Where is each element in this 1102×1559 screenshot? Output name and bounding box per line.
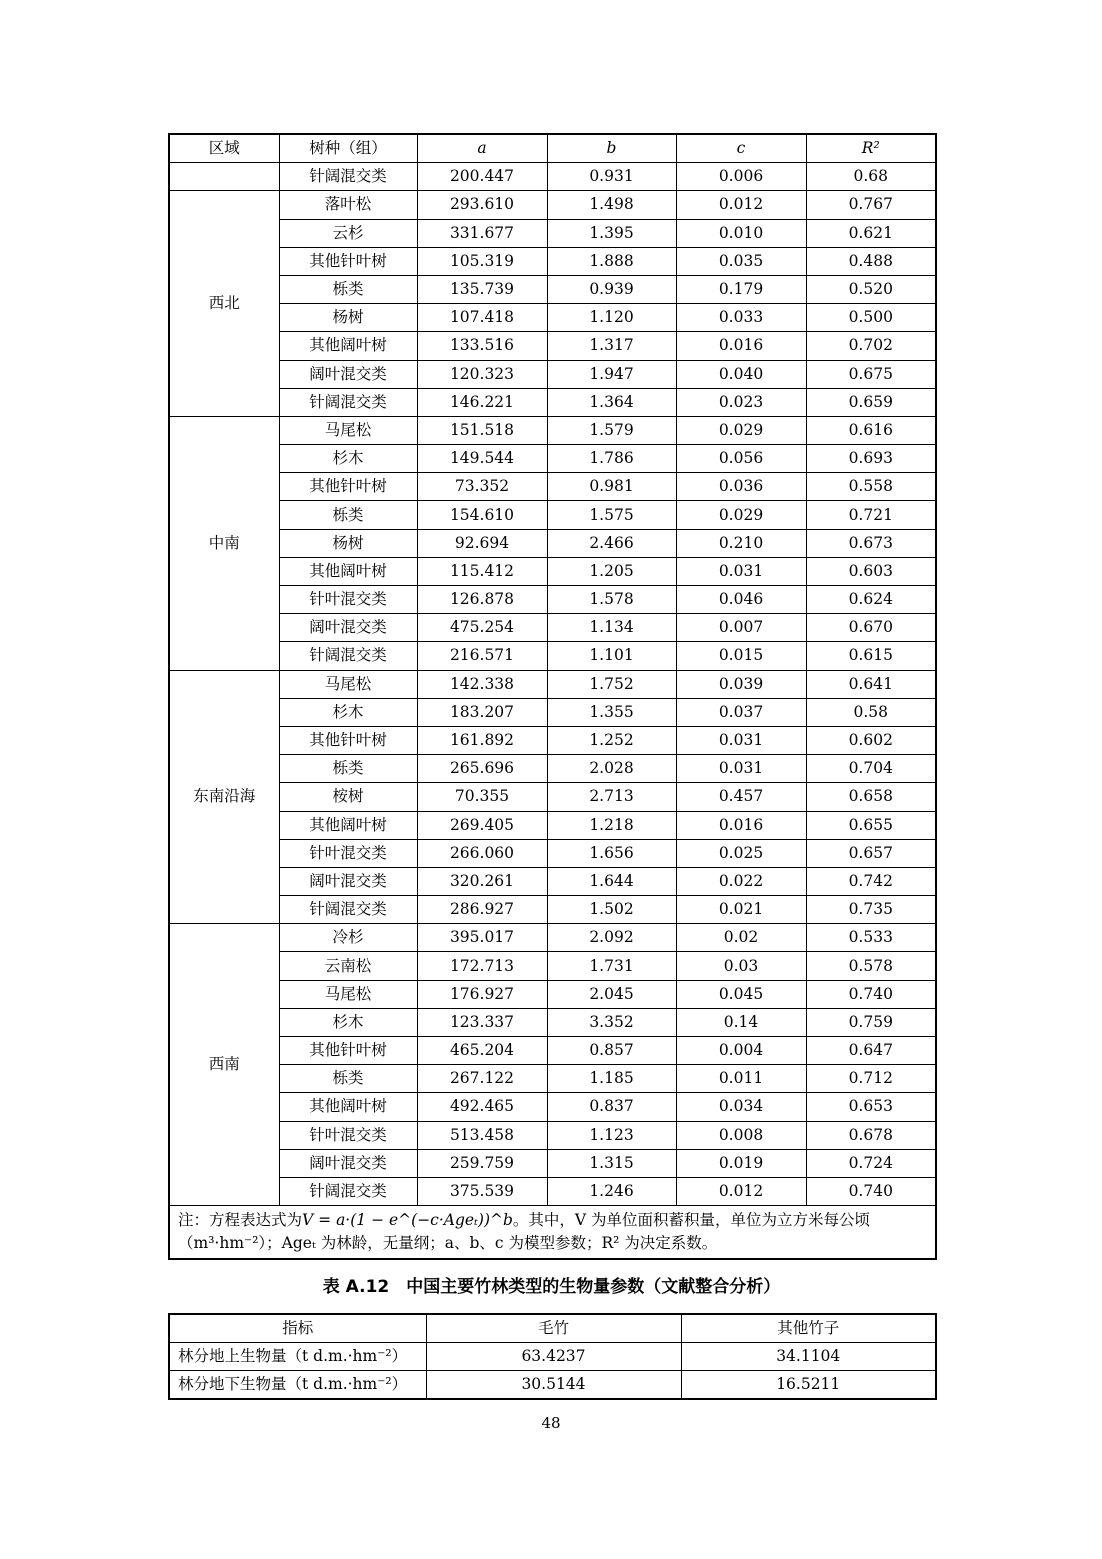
param-b-cell: 1.656 (547, 839, 676, 867)
region-cell: 西南 (169, 924, 279, 1206)
param-b-cell: 0.981 (547, 473, 676, 501)
species-cell: 其他阔叶树 (279, 332, 417, 360)
param-c-cell: 0.03 (676, 952, 806, 980)
header-species: 树种（组） (279, 134, 417, 163)
param-c-cell: 0.037 (676, 698, 806, 726)
param-a-cell: 286.927 (417, 896, 547, 924)
table-row (169, 896, 936, 924)
table-row (169, 416, 936, 444)
table-row (169, 1177, 936, 1205)
header-moso-bamboo: 毛竹 (426, 1314, 681, 1343)
species-cell: 针阔混交类 (279, 163, 417, 191)
param-a-cell: 320.261 (417, 867, 547, 895)
species-cell: 针叶混交类 (279, 839, 417, 867)
table-row (169, 1065, 936, 1093)
table-row (169, 501, 936, 529)
param-a-cell: 200.447 (417, 163, 547, 191)
param-b-cell: 1.205 (547, 557, 676, 585)
param-a-cell: 133.516 (417, 332, 547, 360)
table-row (169, 670, 936, 698)
table-row (169, 698, 936, 726)
param-b-cell: 1.120 (547, 304, 676, 332)
param-b-cell: 1.498 (547, 191, 676, 219)
r2-cell: 0.58 (806, 698, 936, 726)
param-b-cell: 0.857 (547, 1037, 676, 1065)
species-cell: 阔叶混交类 (279, 867, 417, 895)
species-cell: 杉木 (279, 1008, 417, 1036)
param-b-cell: 1.252 (547, 726, 676, 754)
header-r2: R² (806, 134, 936, 163)
param-a-cell: 115.412 (417, 557, 547, 585)
r2-cell: 0.603 (806, 557, 936, 585)
cell-value: 16.5211 (681, 1371, 936, 1400)
param-c-cell: 0.006 (676, 163, 806, 191)
r2-cell: 0.621 (806, 219, 936, 247)
param-c-cell: 0.179 (676, 275, 806, 303)
species-cell: 其他针叶树 (279, 726, 417, 754)
param-b-cell: 1.123 (547, 1121, 676, 1149)
param-c-cell: 0.025 (676, 839, 806, 867)
header-b: b (547, 134, 676, 163)
species-cell: 马尾松 (279, 670, 417, 698)
r2-cell: 0.767 (806, 191, 936, 219)
param-b-cell: 1.752 (547, 670, 676, 698)
header-other-bamboo: 其他竹子 (681, 1314, 936, 1343)
r2-cell: 0.740 (806, 980, 936, 1008)
species-cell: 其他阔叶树 (279, 557, 417, 585)
r2-cell: 0.759 (806, 1008, 936, 1036)
param-a-cell: 105.319 (417, 247, 547, 275)
param-b-cell: 1.315 (547, 1149, 676, 1177)
table-row (169, 642, 936, 670)
table-row (169, 867, 936, 895)
param-c-cell: 0.010 (676, 219, 806, 247)
param-c-cell: 0.012 (676, 1177, 806, 1205)
param-c-cell: 0.031 (676, 726, 806, 754)
r2-cell: 0.68 (806, 163, 936, 191)
r2-cell: 0.488 (806, 247, 936, 275)
table-row (169, 360, 936, 388)
param-c-cell: 0.008 (676, 1121, 806, 1149)
species-cell: 栎类 (279, 501, 417, 529)
param-b-cell: 2.466 (547, 529, 676, 557)
param-c-cell: 0.02 (676, 924, 806, 952)
r2-cell: 0.624 (806, 586, 936, 614)
param-b-cell: 1.355 (547, 698, 676, 726)
row-label: 林分地下生物量（t d.m.·hm⁻²） (169, 1371, 426, 1400)
param-a-cell: 265.696 (417, 755, 547, 783)
r2-cell: 0.658 (806, 783, 936, 811)
param-a-cell: 267.122 (417, 1065, 547, 1093)
param-a-cell: 92.694 (417, 529, 547, 557)
r2-cell: 0.602 (806, 726, 936, 754)
r2-cell: 0.678 (806, 1121, 936, 1149)
page-number: 48 (541, 1414, 561, 1432)
r2-cell: 0.500 (806, 304, 936, 332)
param-a-cell: 123.337 (417, 1008, 547, 1036)
species-cell: 栎类 (279, 755, 417, 783)
table-row (169, 1149, 936, 1177)
r2-cell: 0.673 (806, 529, 936, 557)
table-row (169, 219, 936, 247)
param-b-cell: 1.947 (547, 360, 676, 388)
param-c-cell: 0.033 (676, 304, 806, 332)
r2-cell: 0.712 (806, 1065, 936, 1093)
table-body (169, 163, 936, 1206)
r2-cell: 0.578 (806, 952, 936, 980)
param-b-cell: 1.218 (547, 811, 676, 839)
param-a-cell: 70.355 (417, 783, 547, 811)
table-row (169, 783, 936, 811)
param-b-cell: 3.352 (547, 1008, 676, 1036)
table-row (169, 980, 936, 1008)
param-c-cell: 0.040 (676, 360, 806, 388)
cell-value: 34.1104 (681, 1343, 936, 1371)
param-c-cell: 0.011 (676, 1065, 806, 1093)
param-b-cell: 1.317 (547, 332, 676, 360)
param-b-cell: 1.364 (547, 388, 676, 416)
param-c-cell: 0.021 (676, 896, 806, 924)
table-row (169, 755, 936, 783)
species-cell: 针叶混交类 (279, 586, 417, 614)
table-row (169, 388, 936, 416)
param-c-cell: 0.034 (676, 1093, 806, 1121)
species-cell: 杨树 (279, 304, 417, 332)
table-note (169, 1206, 936, 1260)
table-row (169, 614, 936, 642)
r2-cell: 0.724 (806, 1149, 936, 1177)
param-c-cell: 0.046 (676, 586, 806, 614)
region-cell: 西北 (169, 191, 279, 417)
r2-cell: 0.653 (806, 1093, 936, 1121)
note-label: 注： (178, 1211, 210, 1230)
param-b-cell: 1.575 (547, 501, 676, 529)
param-b-cell: 1.578 (547, 586, 676, 614)
param-c-cell: 0.031 (676, 755, 806, 783)
r2-cell: 0.704 (806, 755, 936, 783)
table-row (169, 275, 936, 303)
table-row (169, 839, 936, 867)
species-cell: 冷杉 (279, 924, 417, 952)
table-row (169, 1121, 936, 1149)
species-cell: 阔叶混交类 (279, 614, 417, 642)
param-b-cell: 2.713 (547, 783, 676, 811)
species-cell: 针阔混交类 (279, 388, 417, 416)
param-c-cell: 0.007 (676, 614, 806, 642)
species-cell: 马尾松 (279, 416, 417, 444)
param-b-cell: 1.101 (547, 642, 676, 670)
r2-cell: 0.721 (806, 501, 936, 529)
param-a-cell: 126.878 (417, 586, 547, 614)
note-formula: V = a·(1 − e^(−c·Ageₜ))^b (302, 1211, 513, 1230)
species-cell: 其他阔叶树 (279, 1093, 417, 1121)
species-cell: 桉树 (279, 783, 417, 811)
param-c-cell: 0.015 (676, 642, 806, 670)
table-header-row (169, 1314, 936, 1343)
param-c-cell: 0.036 (676, 473, 806, 501)
table-row (169, 1037, 936, 1065)
species-cell: 针阔混交类 (279, 1177, 417, 1205)
species-cell: 栎类 (279, 275, 417, 303)
param-c-cell: 0.016 (676, 811, 806, 839)
param-a-cell: 259.759 (417, 1149, 547, 1177)
table-row (169, 1008, 936, 1036)
param-b-cell: 0.939 (547, 275, 676, 303)
param-c-cell: 0.004 (676, 1037, 806, 1065)
r2-cell: 0.670 (806, 614, 936, 642)
r2-cell: 0.641 (806, 670, 936, 698)
table-row (169, 445, 936, 473)
r2-cell: 0.655 (806, 811, 936, 839)
param-b-cell: 2.092 (547, 924, 676, 952)
r2-cell: 0.740 (806, 1177, 936, 1205)
species-cell: 杉木 (279, 445, 417, 473)
param-a-cell: 475.254 (417, 614, 547, 642)
table-row (169, 1343, 936, 1371)
table-row (169, 163, 936, 191)
species-cell: 针叶混交类 (279, 1121, 417, 1149)
note-text-2: 。其中，V 为单位面积蓄积量，单位为立方米每公顷（m³·hm⁻²）；Ageₜ 为林龄，无量纲；a、b、c 为模型参数；R² 为决定系数。 (178, 1211, 871, 1253)
r2-cell: 0.735 (806, 896, 936, 924)
r2-cell: 0.742 (806, 867, 936, 895)
param-a-cell: 142.338 (417, 670, 547, 698)
table-row (169, 1093, 936, 1121)
r2-cell: 0.520 (806, 275, 936, 303)
param-a-cell: 154.610 (417, 501, 547, 529)
species-cell: 杉木 (279, 698, 417, 726)
param-a-cell: 161.892 (417, 726, 547, 754)
param-c-cell: 0.012 (676, 191, 806, 219)
param-b-cell: 2.028 (547, 755, 676, 783)
param-a-cell: 73.352 (417, 473, 547, 501)
r2-cell: 0.647 (806, 1037, 936, 1065)
param-c-cell: 0.023 (676, 388, 806, 416)
table-row (169, 952, 936, 980)
param-a-cell: 107.418 (417, 304, 547, 332)
species-cell: 其他针叶树 (279, 473, 417, 501)
param-b-cell: 1.644 (547, 867, 676, 895)
param-a-cell: 176.927 (417, 980, 547, 1008)
param-a-cell: 216.571 (417, 642, 547, 670)
r2-cell: 0.675 (806, 360, 936, 388)
species-cell: 落叶松 (279, 191, 417, 219)
table-row (169, 304, 936, 332)
region-cell: 东南沿海 (169, 670, 279, 924)
species-cell: 针阔混交类 (279, 642, 417, 670)
note-text-1: 方程表达式为 (209, 1211, 303, 1230)
header-c: c (676, 134, 806, 163)
r2-cell: 0.558 (806, 473, 936, 501)
param-b-cell: 1.786 (547, 445, 676, 473)
header-region: 区域 (169, 134, 279, 163)
r2-cell: 0.657 (806, 839, 936, 867)
param-a-cell: 492.465 (417, 1093, 547, 1121)
bamboo-biomass-table (168, 1313, 937, 1400)
species-cell: 阔叶混交类 (279, 360, 417, 388)
param-b-cell: 0.837 (547, 1093, 676, 1121)
param-a-cell: 151.518 (417, 416, 547, 444)
cell-value: 63.4237 (426, 1343, 681, 1371)
param-a-cell: 293.610 (417, 191, 547, 219)
species-cell: 其他阔叶树 (279, 811, 417, 839)
param-a-cell: 395.017 (417, 924, 547, 952)
table-row (169, 191, 936, 219)
header-indicator: 指标 (169, 1314, 426, 1343)
param-b-cell: 2.045 (547, 980, 676, 1008)
param-a-cell: 135.739 (417, 275, 547, 303)
r2-cell: 0.693 (806, 445, 936, 473)
species-cell: 栎类 (279, 1065, 417, 1093)
param-b-cell: 1.134 (547, 614, 676, 642)
param-b-cell: 1.888 (547, 247, 676, 275)
param-a-cell: 120.323 (417, 360, 547, 388)
species-cell: 云杉 (279, 219, 417, 247)
param-b-cell: 1.246 (547, 1177, 676, 1205)
param-b-cell: 1.185 (547, 1065, 676, 1093)
param-c-cell: 0.029 (676, 416, 806, 444)
table-row (169, 529, 936, 557)
species-cell: 阔叶混交类 (279, 1149, 417, 1177)
param-b-cell: 1.395 (547, 219, 676, 247)
species-cell: 其他针叶树 (279, 247, 417, 275)
param-b-cell: 1.502 (547, 896, 676, 924)
region-cell (169, 163, 279, 191)
param-a-cell: 465.204 (417, 1037, 547, 1065)
param-a-cell: 183.207 (417, 698, 547, 726)
param-c-cell: 0.210 (676, 529, 806, 557)
table-row (169, 1371, 936, 1400)
header-a: a (417, 134, 547, 163)
table-row (169, 247, 936, 275)
r2-cell: 0.615 (806, 642, 936, 670)
param-b-cell: 1.731 (547, 952, 676, 980)
param-c-cell: 0.016 (676, 332, 806, 360)
param-a-cell: 269.405 (417, 811, 547, 839)
table-row (169, 557, 936, 585)
species-cell: 马尾松 (279, 980, 417, 1008)
table-caption: 表 A.12 中国主要竹林类型的生物量参数（文献整合分析） (322, 1277, 781, 1297)
table-row (169, 332, 936, 360)
param-a-cell: 266.060 (417, 839, 547, 867)
species-cell: 杨树 (279, 529, 417, 557)
table-row (169, 726, 936, 754)
param-a-cell: 146.221 (417, 388, 547, 416)
param-a-cell: 513.458 (417, 1121, 547, 1149)
table-header-row (169, 134, 936, 163)
table-row (169, 473, 936, 501)
species-cell: 云南松 (279, 952, 417, 980)
r2-cell: 0.702 (806, 332, 936, 360)
param-c-cell: 0.019 (676, 1149, 806, 1177)
param-a-cell: 149.544 (417, 445, 547, 473)
param-c-cell: 0.035 (676, 247, 806, 275)
param-a-cell: 172.713 (417, 952, 547, 980)
param-c-cell: 0.031 (676, 557, 806, 585)
param-c-cell: 0.022 (676, 867, 806, 895)
forest-volume-parameter-table (168, 133, 937, 1260)
param-b-cell: 1.579 (547, 416, 676, 444)
param-c-cell: 0.045 (676, 980, 806, 1008)
param-c-cell: 0.14 (676, 1008, 806, 1036)
table-row (169, 924, 936, 952)
param-a-cell: 375.539 (417, 1177, 547, 1205)
param-c-cell: 0.029 (676, 501, 806, 529)
param-c-cell: 0.039 (676, 670, 806, 698)
region-cell: 中南 (169, 416, 279, 670)
r2-cell: 0.533 (806, 924, 936, 952)
species-cell: 针阔混交类 (279, 896, 417, 924)
param-c-cell: 0.457 (676, 783, 806, 811)
r2-cell: 0.659 (806, 388, 936, 416)
table-row (169, 811, 936, 839)
param-a-cell: 331.677 (417, 219, 547, 247)
note-row (169, 1206, 936, 1260)
row-label: 林分地上生物量（t d.m.·hm⁻²） (169, 1343, 426, 1371)
table-row (169, 586, 936, 614)
param-b-cell: 0.931 (547, 163, 676, 191)
r2-cell: 0.616 (806, 416, 936, 444)
param-c-cell: 0.056 (676, 445, 806, 473)
species-cell: 其他针叶树 (279, 1037, 417, 1065)
cell-value: 30.5144 (426, 1371, 681, 1400)
